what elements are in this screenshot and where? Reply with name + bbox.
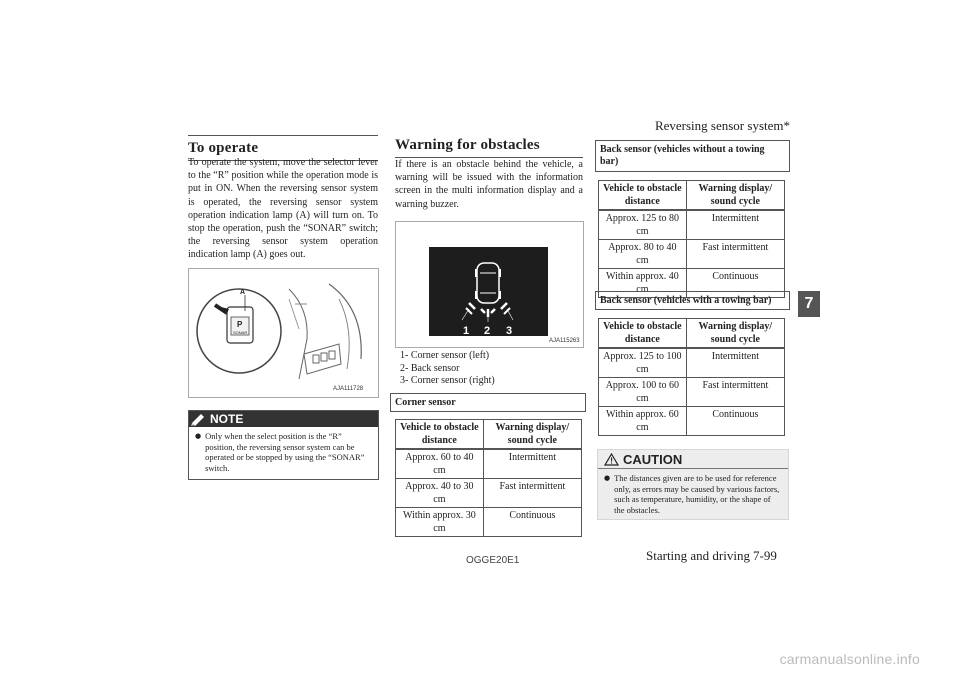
section-rule bbox=[188, 135, 378, 136]
note-body bbox=[189, 427, 378, 478]
figure-code: AJA115263 bbox=[549, 338, 580, 344]
table-cell: Approx. 125 to 100 cm bbox=[599, 348, 687, 378]
vehicle-icon bbox=[429, 247, 548, 336]
page-header-title: Reversing sensor system* bbox=[654, 118, 790, 133]
caution-text: The distances given are to be used for reference only, as errors may be caused by various factors, such as temperature, humidity, or the shape of the obstacles. bbox=[614, 473, 780, 515]
sonar-switch-figure bbox=[188, 268, 379, 398]
sensor-display-figure bbox=[395, 221, 584, 348]
table-cell: Fast intermittent bbox=[686, 378, 784, 407]
note-label: NOTE bbox=[210, 412, 244, 426]
section-title: Warning for obstacles bbox=[395, 137, 540, 153]
table-row bbox=[599, 407, 785, 436]
table-cell: Within approx. 30 cm bbox=[396, 508, 484, 537]
multi-info-display bbox=[429, 247, 548, 336]
table-cell: Fast intermittent bbox=[483, 479, 581, 508]
table-cell: Within approx. 60 cm bbox=[599, 407, 687, 436]
caution-label: CAUTION bbox=[623, 451, 683, 467]
footer-section-title: Starting and driving bbox=[646, 548, 750, 563]
back-sensor-tow-table bbox=[598, 318, 785, 436]
back-sensor-no-tow-heading: Back sensor (vehicles without a towing bar) bbox=[595, 140, 790, 172]
bullet-icon: ● bbox=[195, 432, 202, 440]
table-header: Vehicle to obstacle distance bbox=[599, 181, 687, 211]
chapter-tab: 7 bbox=[798, 291, 820, 317]
section-title: To operate bbox=[188, 140, 259, 156]
table-cell: Continuous bbox=[686, 269, 784, 298]
table-cell: Approx. 40 to 30 cm bbox=[396, 479, 484, 508]
back-sensor-tow-heading: Back sensor (vehicles with a towing bar) bbox=[595, 291, 790, 310]
callout-2: 2 bbox=[484, 325, 491, 337]
caution-box bbox=[597, 449, 789, 520]
table-header: Warning display/ sound cycle bbox=[483, 420, 581, 450]
corner-sensor-heading: Corner sensor bbox=[390, 393, 586, 412]
table-header: Warning display/ sound cycle bbox=[686, 319, 784, 349]
operate-paragraph: To operate the system, move the selector lever to the “R” position while the operation mode is put in ON. When the reversing sensor system is operated, the reversing sensor system operation indication lamp (A) will turn on. To stop the operation, push the “SONAR” switch; the reversing sensor system operation indication lamp (A) goes out. bbox=[188, 157, 378, 261]
table-cell: Intermittent bbox=[686, 210, 784, 240]
sensor-legend bbox=[400, 350, 495, 388]
legend-item: 1- Corner sensor (left) bbox=[400, 350, 490, 361]
back-sensor-no-tow-table bbox=[598, 180, 785, 298]
note-text: Only when the select position is the “R” position, the reversing sensor system can be operated or be stopped by using the “SONAR” switch. bbox=[205, 431, 365, 473]
table-cell: Approx. 125 to 80 cm bbox=[599, 210, 687, 240]
table-row bbox=[599, 240, 785, 269]
table-cell: Within approx. 40 cm bbox=[599, 269, 687, 298]
table-row bbox=[599, 210, 785, 240]
dashboard-illustration bbox=[189, 269, 378, 397]
warning-paragraph: If there is an obstacle behind the vehicle, a warning will be issued with the information screen in the multi information display and a warning buzzer. bbox=[395, 159, 583, 210]
table-header: Vehicle to obstacle distance bbox=[396, 420, 484, 450]
note-header bbox=[189, 411, 378, 427]
section-warning-obstacles bbox=[395, 137, 583, 158]
table-header: Warning display/ sound cycle bbox=[686, 181, 784, 211]
table-cell: Continuous bbox=[686, 407, 784, 436]
note-pencil-icon bbox=[189, 412, 207, 426]
table-cell: Intermittent bbox=[686, 348, 784, 378]
page-number: 7-99 bbox=[753, 548, 777, 563]
table-row bbox=[396, 508, 582, 537]
table-cell: Approx. 100 to 60 cm bbox=[599, 378, 687, 407]
table-row bbox=[599, 378, 785, 407]
callout-a: A bbox=[240, 289, 246, 296]
callout-3: 3 bbox=[506, 325, 513, 337]
callout-1: 1 bbox=[463, 325, 470, 337]
caution-body bbox=[598, 469, 788, 519]
table-cell: Continuous bbox=[483, 508, 581, 537]
figure-code: AJA111728 bbox=[333, 386, 364, 392]
warning-triangle-icon bbox=[604, 453, 619, 466]
note-box bbox=[188, 410, 379, 480]
table-row bbox=[599, 348, 785, 378]
table-cell: Intermittent bbox=[483, 449, 581, 479]
table-header: Vehicle to obstacle distance bbox=[599, 319, 687, 349]
table-row bbox=[396, 449, 582, 479]
table-row bbox=[396, 479, 582, 508]
switch-sonar-label: SONAR bbox=[233, 330, 248, 335]
bullet-icon: ● bbox=[604, 474, 611, 482]
caution-header bbox=[598, 450, 788, 469]
switch-p-label: P bbox=[237, 320, 243, 329]
table-cell: Approx. 60 to 40 cm bbox=[396, 449, 484, 479]
legend-item: 2- Back sensor bbox=[400, 362, 460, 374]
legend-item: 3- Corner sensor (right) bbox=[400, 375, 495, 386]
table-cell: Approx. 80 to 40 cm bbox=[599, 240, 687, 269]
corner-sensor-table bbox=[395, 419, 582, 537]
watermark: carmanualsonline.info bbox=[779, 651, 920, 667]
document-code: OGGE20E1 bbox=[466, 555, 520, 566]
table-cell: Fast intermittent bbox=[686, 240, 784, 269]
